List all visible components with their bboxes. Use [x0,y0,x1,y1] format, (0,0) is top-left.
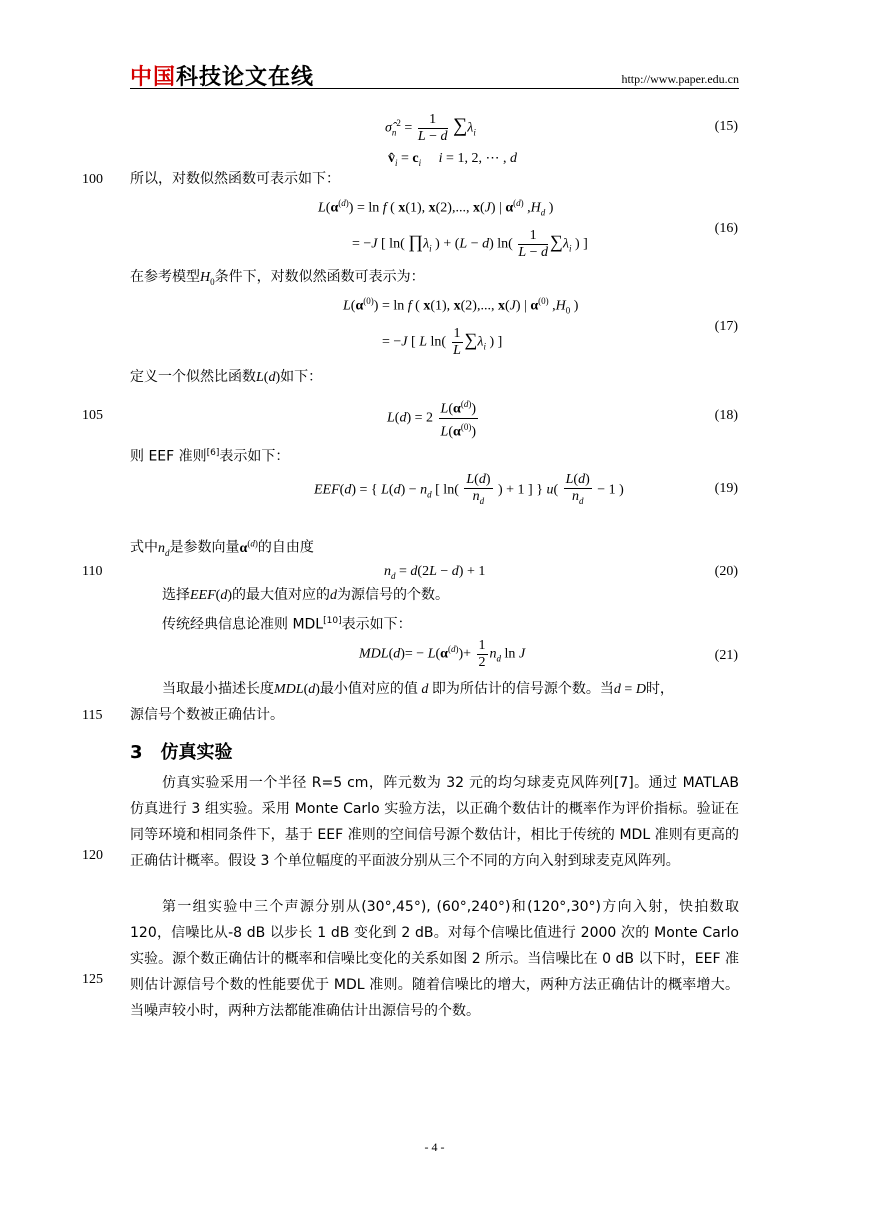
paragraph-text: 选择EEF(d)的最大值对应的d为源信号的个数。 [162,587,449,603]
line-number: 125 [82,972,103,987]
page-number: - 4 - [424,1140,445,1154]
paragraph-text: 传统经典信息论准则 MDL[10]表示如下： [162,616,412,633]
equation-17b: = −J [ L ln( $\frac{1}{L}$ $\sum\lambda_i$ ) ] [382,326,503,358]
header-rule [130,88,739,89]
equation-number: (17) [714,319,738,334]
paragraph-text: 在参考模型$H_0$条件下，对数似然函数可表示为： [130,269,425,287]
equation-18: L(d) = 2 $\frac{L(\alpha^{(d)})}{L(\alpha^{(0)})}$ [387,396,480,440]
equation-number: (21) [714,648,738,663]
header-url[interactable]: http://www.paper.edu.cn [621,72,739,86]
equation-20: $n_d = d(2L - d) + 1$ [384,564,486,581]
paragraph-text: 式中$n_d$是参数向量$\alpha^{(d)}$的自由度 [130,538,314,558]
equation-21: $MDL(d)= - L(\alpha^{(d)})+$ $\frac{1}{2}$ $n_d$ ln J [359,638,526,670]
section-heading: 3 仿真实验 [130,742,233,763]
equation-16: $L(\alpha^{(d)}) = \ln f$ ( x(1), x(2),..., x(J) | $\alpha^{(d)}$ $,H_d$ ) [318,198,554,218]
paragraph-text: 所以，对数似然函数可表示如下： [130,171,340,187]
equation-15b: $v̂_i = c_i$ i = 1, 2, ⋯ , d [388,151,517,168]
paragraph-text: 定义一个似然比函数L(d)如下： [130,369,323,385]
paragraph-text: 则 EEF 准则[6]表示如下： [130,448,290,465]
paragraph-text: 源信号个数被正确估计。 [130,707,284,723]
paragraph-sim-2: 第一组实验中三个声源分别从(30°,45°), (60°,240°)和(120°,30°)方向入射，快拍数取 120，信噪比从-8 dB 以步长 1 dB 变化到 2 dB。对每个信噪比值进行 2000 次的 Monte Carlo 实验。源个数正确估计的概率和信噪比变化的关系如图 2 所示。当信噪比在 0 dB 以下时，EEF 准则估计源信号个数的性能要优于 MDL 准则。随着信噪比的增大，两种方法正确估计的概率增大。当噪声较小时，两种方法都能准确估计出源信号的个数。 [130,899,739,1019]
line-number: 110 [82,564,103,579]
equation-15: $\sigmâ_n^2$ = $\frac{1}{L - d}$ $\sum\lambda_i$ [385,112,476,144]
paragraph-sim-1: 仿真实验采用一个半径 R=5 cm，阵元数为 32 元的均匀球麦克风阵列[7]。通过 MATLAB 仿真进行 3 组实验。采用 Monte Carlo 实验方法，以正确个数估计的概率作为评价指标。验证在同等环境和相同条件下，基于 EEF 准则的空间信号源个数估计，相比于传统的 MDL 准则有更高的正确估计概率。假设 3 个单位幅度的平面波分别从三个不同的方向入射到球麦克风阵列。 [130,775,739,869]
line-number: 120 [82,848,103,863]
line-number: 115 [82,708,103,723]
line-number: 105 [82,408,103,423]
equation-number: (19) [714,481,738,496]
line-number: 100 [82,172,103,187]
equation-19: EEF(d) = { $L(d) - n_d$ [ ln( $\frac{L(d)}{n_d}$ ) + 1 ] } u( $\frac{L(d)}{n_d}$ − 1 ) [314,472,624,506]
equation-16b: = −J [ ln( $\prod\lambda_i$ ) + (L − d) ln( $\frac{1}{L - d}$ $\sum\lambda_i$ ) ] [352,228,588,260]
equation-number: (16) [714,221,738,236]
equation-number: (15) [714,119,738,134]
paragraph-text: 当取最小描述长度MDL(d)最小值对应的值 d 即为所估计的信号源个数。当d = D时， [162,681,674,697]
equation-number: (20) [714,564,738,579]
equation-17: $L(\alpha^{(0)}) = \ln f$ ( x(1), x(2),..., x(J) | $\alpha^{(0)}$ $,H_0$ ) [343,296,579,316]
journal-logo: 中国科技论文在线 [130,65,315,90]
equation-number: (18) [714,408,738,423]
